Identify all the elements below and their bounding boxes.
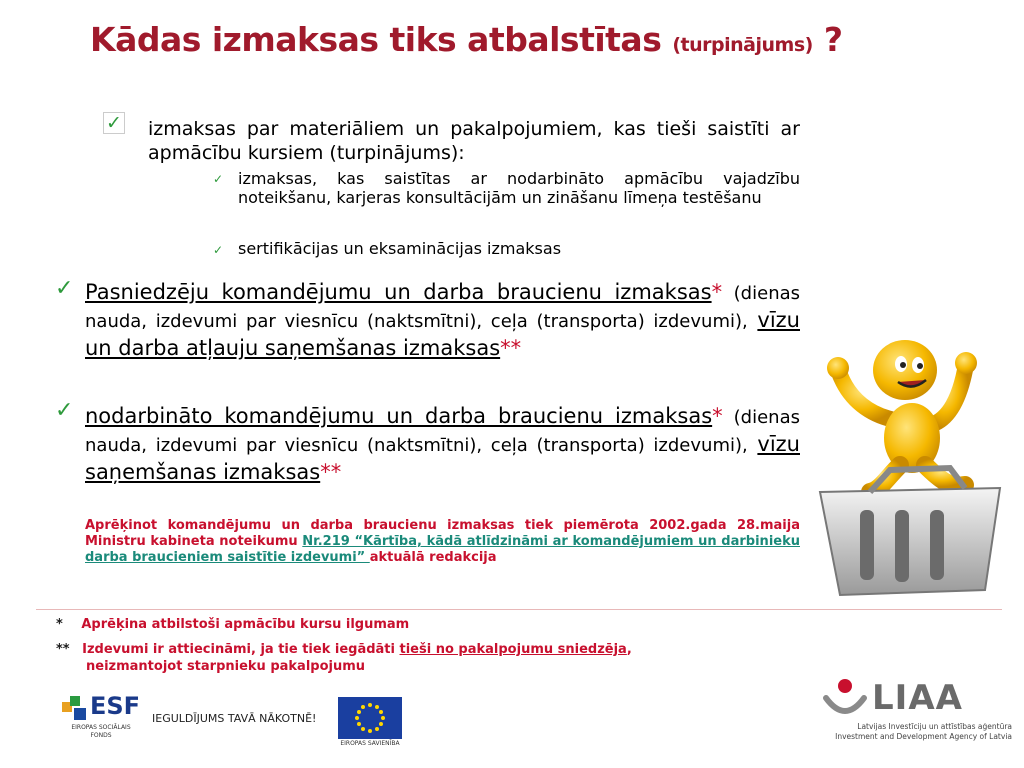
footnote-1: [56, 617, 409, 633]
esf-text: ESF: [90, 692, 141, 720]
liaa-line-2: Investment and Development Agency of Latvia: [835, 732, 1012, 741]
small-check-icon: ✓: [213, 243, 224, 257]
liaa-emblem-icon: [822, 676, 868, 722]
direct-provider-link[interactable]: tieši no pakalpojumu sniedzēja: [399, 642, 627, 657]
note-lead: Aprēķinot komandējumu un darba braucienu izmaksas tiek piemērota 2002.gada 28.maija Ministru kabineta noteikumu: [85, 518, 800, 549]
note-tail: aktuālā redakcija: [369, 550, 497, 565]
footnote-1-mark: *: [56, 617, 63, 632]
bullet-lecturer-trips: [85, 279, 800, 362]
green-check-icon: ✓: [55, 398, 74, 423]
employee-trips-label: nodarbināto komandējumu un darba braucienu izmaksas: [85, 404, 713, 428]
lecturer-trips-details: (dienas nauda, izdevumi par viesnīcu (naktsmītni), ceļa (transporta) izdevumi),: [85, 283, 801, 332]
liaa-text: LIAA: [872, 678, 963, 718]
checkbox-check-icon: ✓: [103, 112, 125, 134]
employee-trips-details: (dienas nauda, izdevumi par viesnīcu (naktsmītni), ceļa (transporta) izdevumi),: [85, 407, 800, 456]
liaa-line-1: Latvijas Investīciju un attīstības aģentūra: [857, 722, 1012, 731]
bullet-materials: izmaksas par materiāliem un pakalpojumiem, kas tieši saistīti ar apmācību kursiem (turpinājums):: [148, 118, 800, 164]
visa-work-permit-label: vīzu un darba atļauju saņemšanas izmaksas: [85, 308, 800, 360]
regulation-link[interactable]: Nr.219 “Kārtība, kādā atlīdzināmi ar komandējumiem un darbinieku darba braucieniem saistītie izdevumi”: [85, 534, 800, 565]
title-main: Kādas izmaksas tiks atbalstītas: [90, 20, 662, 59]
liaa-caption: [812, 722, 1012, 742]
footnote-2-mark: **: [56, 642, 70, 657]
footnote-1-text: Aprēķina atbilstoši apmācību kursu ilgumam: [81, 617, 410, 632]
sub-bullet-needs: izmaksas, kas saistītas ar nodarbināto apmācību vajadzību noteikšanu, karjeras konsultācijām un zināšanu līmeņa testēšanu: [238, 169, 800, 207]
double-star-mark: **: [500, 336, 522, 360]
lecturer-trips-label: Pasniedzēju komandējumu un darba braucienu izmaksas: [85, 280, 712, 304]
title-sub: (turpinājums): [672, 34, 813, 56]
sub-bullet-certification: sertifikācijas un eksaminācijas izmaksas: [238, 239, 562, 258]
eu-flag-logo: [338, 697, 402, 757]
small-check-icon: ✓: [213, 172, 224, 186]
visa-label: vīzu saņemšanas izmaksas: [85, 432, 800, 484]
bullet-employee-trips: [85, 403, 800, 486]
footnote-2: [56, 642, 632, 658]
star-mark: *: [711, 280, 723, 304]
regulation-note: [85, 518, 800, 566]
double-star-mark: **: [320, 460, 342, 484]
eu-caption: EIROPAS SAVIENĪBA: [340, 740, 400, 747]
esf-caption: EIROPAS SOCIĀLAIS FONDS: [71, 724, 131, 739]
eu-flag-icon: [338, 697, 402, 739]
footnote-2-lead: Izdevumi ir attiecināmi, ja tie tiek iegādāti: [82, 642, 400, 657]
figure-on-basket-illustration: [800, 320, 1020, 610]
title-qmark: ?: [823, 20, 843, 59]
green-check-icon: ✓: [55, 276, 74, 301]
footnote-2-cont: neizmantojot starpnieku pakalpojumu: [86, 659, 366, 674]
slogan: IEGULDĪJUMS TAVĀ NĀKOTNĒ!: [152, 712, 317, 725]
liaa-logo: [812, 676, 1012, 756]
footnote-2-comma: ,: [626, 642, 632, 657]
star-mark: *: [712, 404, 723, 428]
page-title: [90, 20, 950, 59]
